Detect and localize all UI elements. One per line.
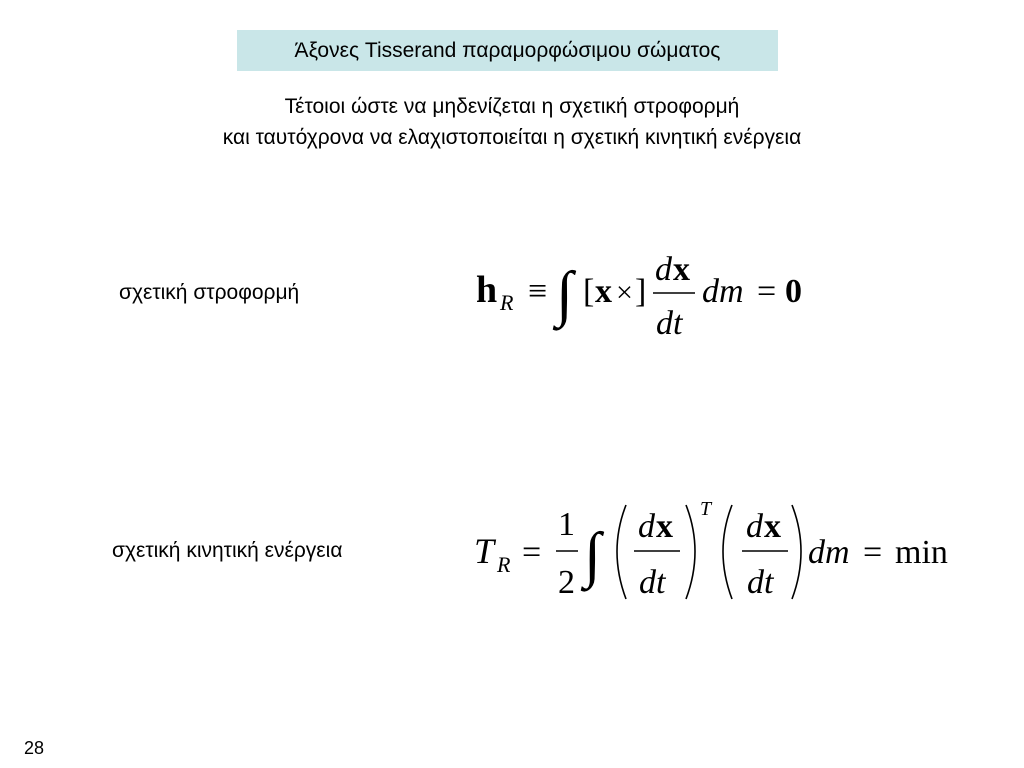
eq2-min: min (895, 534, 948, 571)
eq1-zero: 0 (785, 273, 802, 310)
eq2-integral: ∫ (584, 521, 601, 589)
eq1-denominator: dt (656, 305, 683, 342)
eq2-numerator-1-x: x (656, 508, 673, 545)
eq1-equals: = (757, 273, 777, 310)
eq2-denominator-1: dt (639, 564, 666, 601)
eq1-times: × (616, 276, 633, 309)
eq2-right-paren-1 (686, 505, 695, 599)
eq1-h: h (476, 269, 498, 311)
slide-title: Άξονες Tisserand παραμορφώσιμου σώματος (294, 38, 721, 62)
eq1-dm: dm (702, 273, 744, 310)
eq2-right-paren-2 (792, 505, 801, 599)
eq1-equiv: ≡ (528, 273, 548, 310)
eq2-dm: dm (808, 534, 850, 571)
eq2-subscript-r: R (497, 552, 511, 577)
eq2-two: 2 (558, 564, 575, 601)
eq2-superscript-t: T (700, 498, 712, 520)
label-relative-angular-momentum: σχετική στροφορμή (119, 281, 300, 304)
eq2-left-paren-2 (723, 505, 732, 599)
eq1-right-bracket: ] (635, 273, 647, 310)
eq1-subscript-r: R (500, 290, 514, 315)
eq1-left-bracket: [ (583, 273, 595, 310)
label-relative-kinetic-energy: σχετική κινητική ενέργεια (112, 539, 343, 562)
subtitle-line-1: Τέτοιοι ώστε να μηδενίζεται η σχετική στροφορμή (284, 95, 740, 118)
eq2-numerator-1-d: d (638, 508, 655, 545)
eq1-numerator-d: d (655, 251, 672, 288)
eq2-equals-1: = (522, 534, 542, 571)
subtitle-line-2: και ταυτόχρονα να ελαχιστοποιείται η σχετική κινητική ενέργεια (222, 126, 802, 149)
eq2-one: 1 (558, 506, 575, 543)
eq1-integral: ∫ (556, 260, 573, 328)
slide-title-box (237, 30, 778, 71)
eq2-denominator-2: dt (747, 564, 774, 601)
eq2-numerator-2-d: d (746, 508, 763, 545)
equation-angular-momentum (470, 240, 820, 350)
eq2-equals-2: = (863, 534, 883, 571)
equation-kinetic-energy (470, 495, 970, 610)
eq2-t: T (474, 531, 495, 571)
eq1-x: x (595, 273, 612, 310)
page-number: 28 (24, 738, 45, 758)
eq1-numerator-x: x (673, 251, 690, 288)
eq2-numerator-2-x: x (764, 508, 781, 545)
eq2-left-paren-1 (617, 505, 626, 599)
